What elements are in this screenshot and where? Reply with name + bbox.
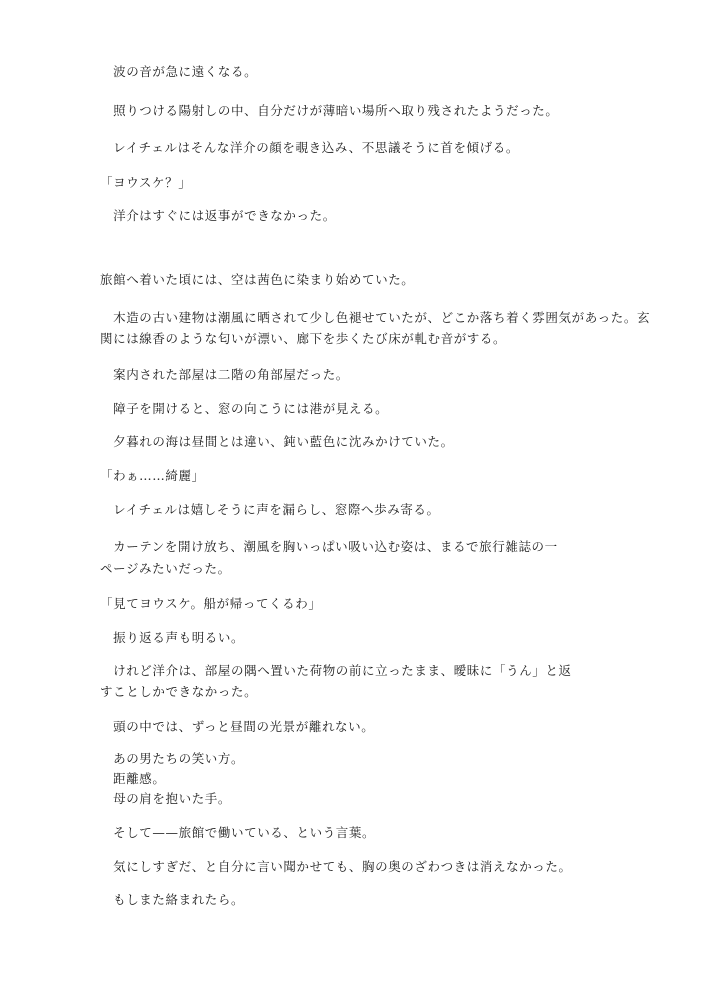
text-line: 「わぁ……綺麗」	[100, 468, 205, 483]
text-line: 振り返る声も明るい。	[100, 630, 245, 645]
text-line: 「ヨウスケ？」	[100, 175, 192, 190]
text-line: 照りつける陽射しの中、自分だけが薄暗い場所へ取り残されたようだった。	[100, 103, 559, 118]
text-line: 距離感。	[100, 771, 166, 786]
text-line: 気にしすぎだ、と自分に言い聞かせても、胸の奥のざわつきは消えなかった。	[100, 859, 572, 874]
text-line: あの男たちの笑い方。	[100, 751, 245, 766]
text-line: すことしかできなかった。	[100, 684, 258, 699]
text-line: 「見てヨウスケ。船が帰ってくるわ」	[100, 596, 322, 611]
text-line: もしまた絡まれたら。	[100, 892, 245, 907]
text-line: 洋介はすぐには返事ができなかった。	[100, 208, 336, 223]
text-line: 母の肩を抱いた手。	[100, 791, 232, 806]
text-line: 関には線香のような匂いが漂い、廊下を歩くたび床が軋む音がする。	[100, 331, 507, 346]
text-line: 夕暮れの海は昼間とは違い、鈍い藍色に沈みかけていた。	[100, 434, 454, 449]
text-line: レイチェルはそんな洋介の顔を覗き込み、不思議そうに首を傾げる。	[100, 140, 519, 155]
text-line: 旅館へ着いた頃には、空は茜色に染まり始めていた。	[100, 272, 415, 287]
text-line: 頭の中では、ずっと昼間の光景が離れない。	[100, 719, 375, 734]
text-line: カーテンを開け放ち、潮風を胸いっぱい吸い込む姿は、まるで旅行雑誌の一	[100, 539, 558, 554]
text-line: 障子を開けると、窓の向こうには港が見える。	[100, 401, 389, 416]
text-line: けれど洋介は、部屋の隅へ置いた荷物の前に立ったまま、曖昧に「うん」と返	[100, 663, 572, 678]
text-line: そして——旅館で働いている、という言葉。	[100, 825, 376, 840]
text-line: レイチェルは嬉しそうに声を漏らし、窓際へ歩み寄る。	[100, 502, 440, 517]
text-line: ページみたいだった。	[100, 561, 231, 576]
text-line: 案内された部屋は二階の角部屋だった。	[100, 367, 349, 382]
text-line: 木造の古い建物は潮風に晒されて少し色褪せていたが、どこか落ち着く雰囲気があった。玄	[100, 310, 651, 325]
text-line: 波の音が急に遠くなる。	[100, 64, 258, 79]
